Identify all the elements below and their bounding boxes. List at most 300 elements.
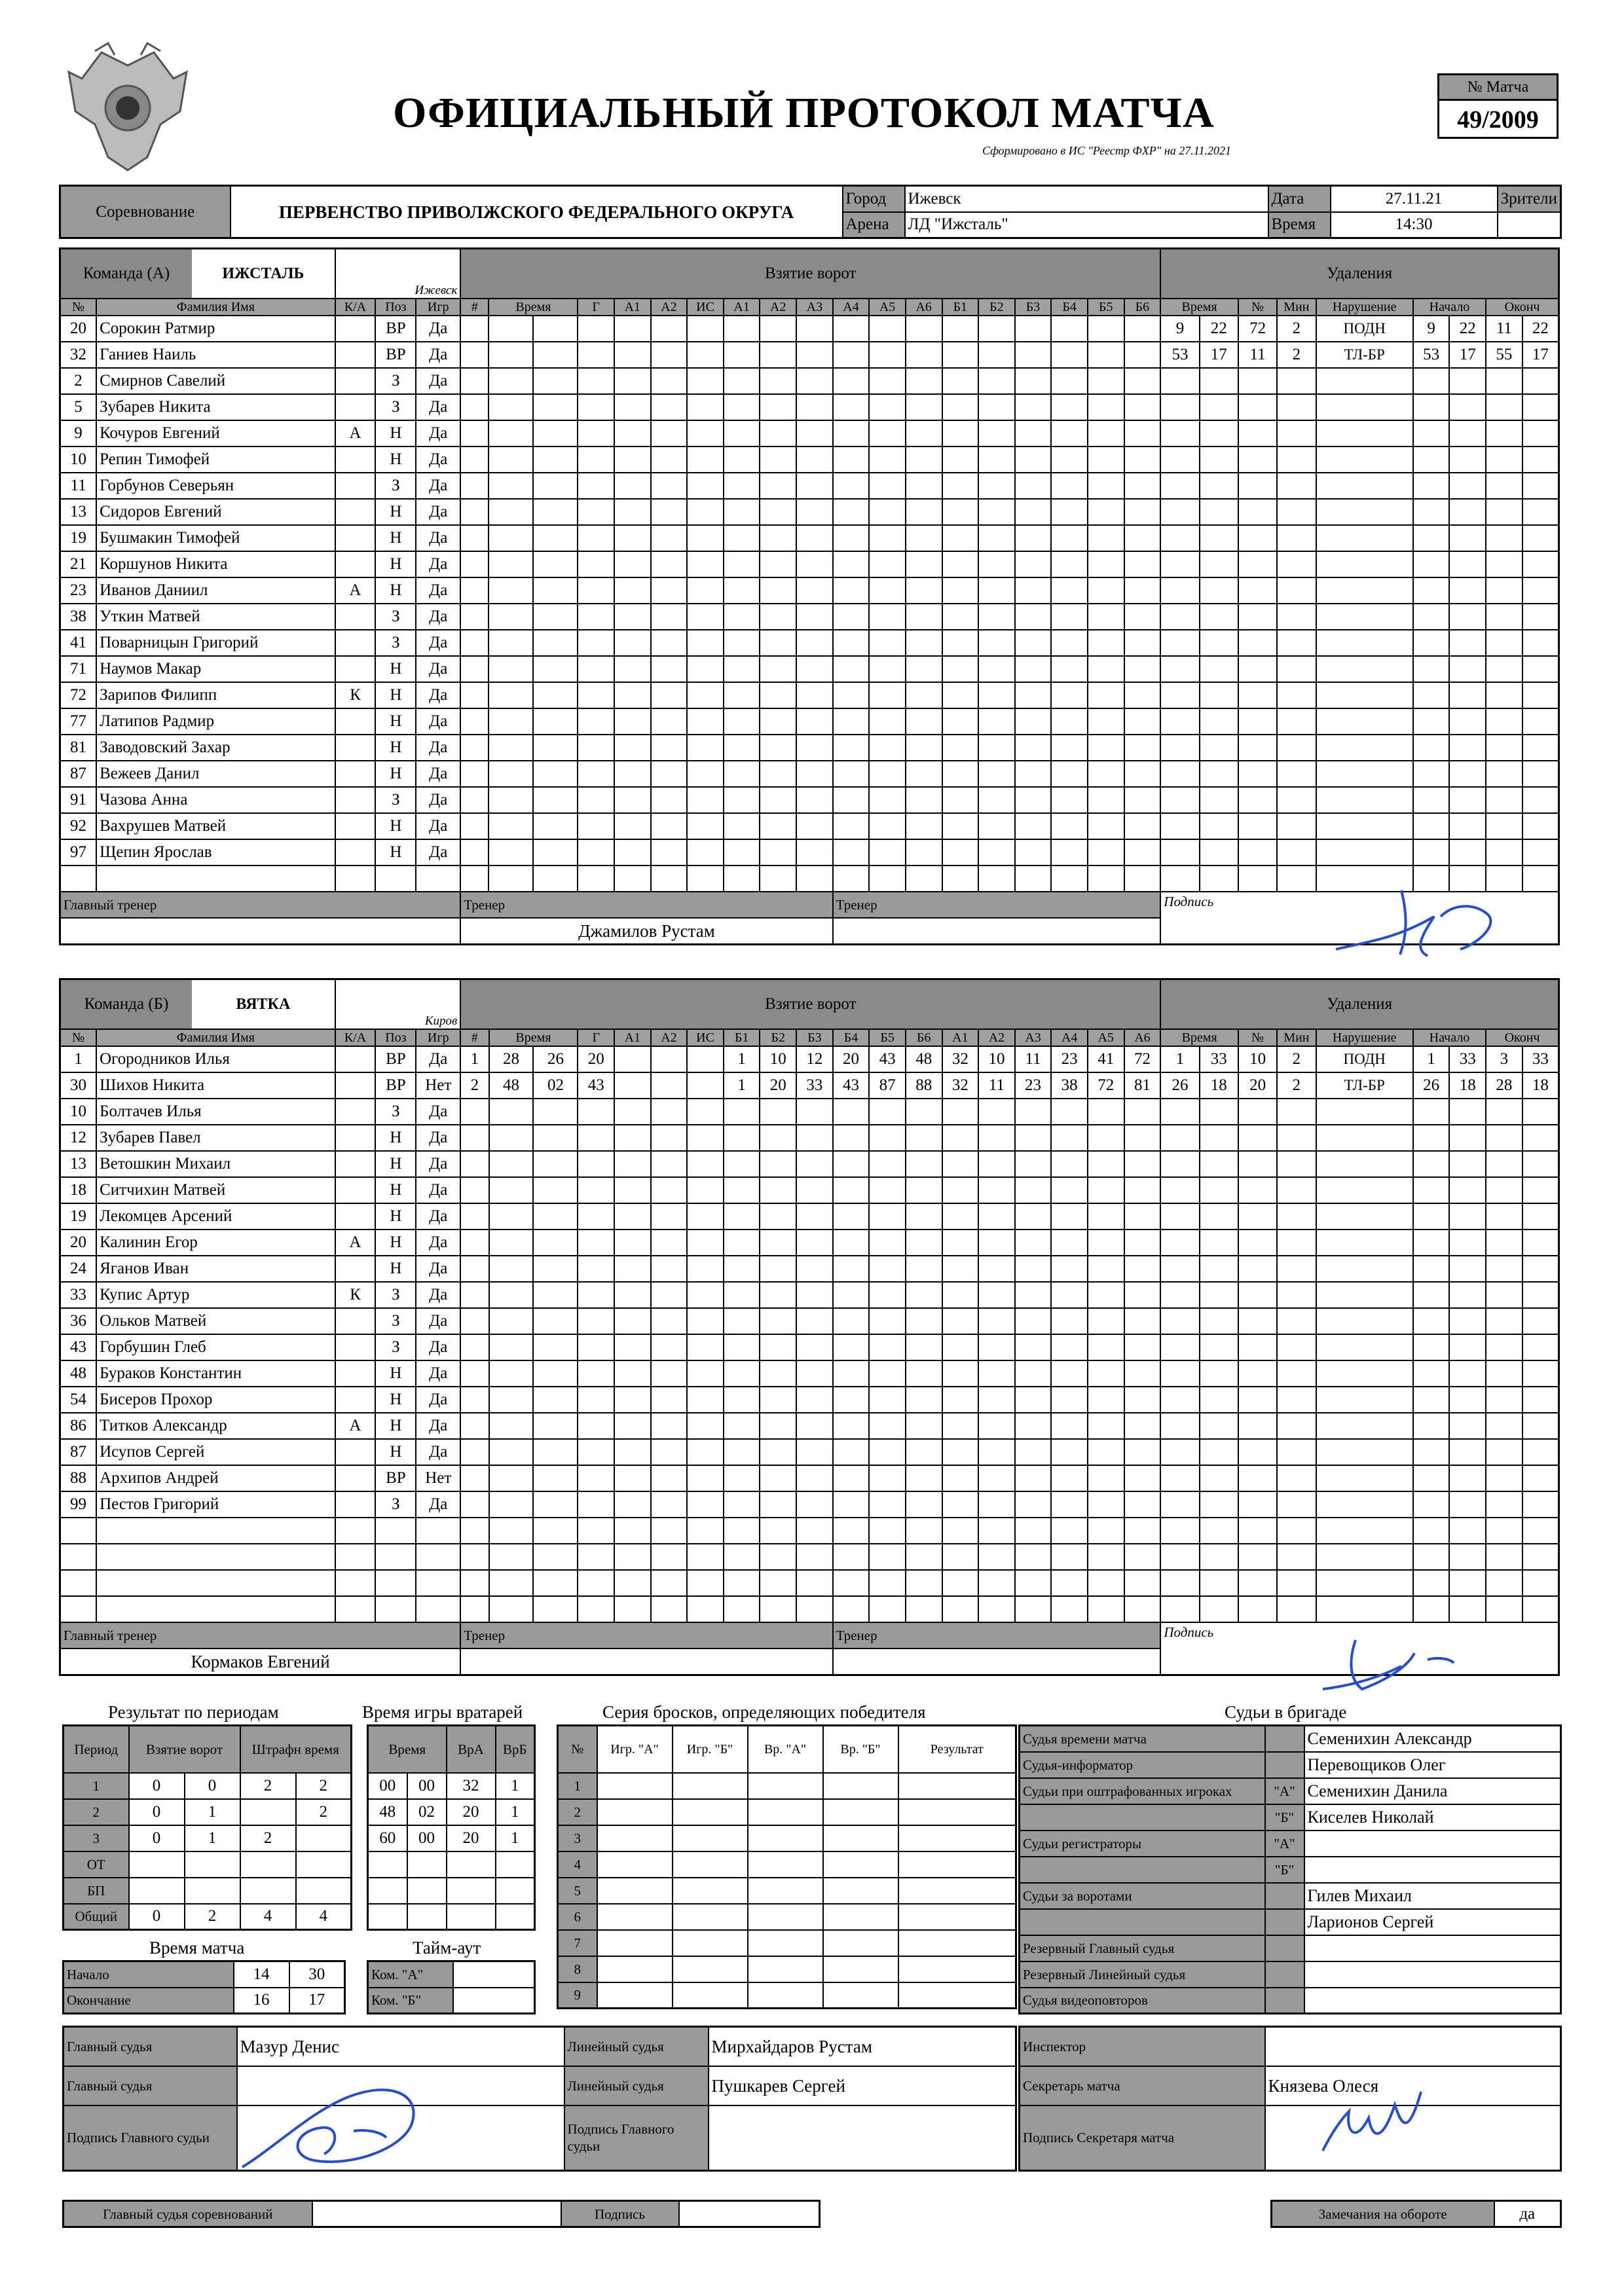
official-value: Киселев Николай xyxy=(1304,1804,1561,1831)
official-value: Гилев Михаил xyxy=(1304,1883,1561,1909)
player-position: Н xyxy=(375,1439,416,1465)
pen-min: 53 xyxy=(1160,342,1199,368)
player-name: Поварницын Григорий xyxy=(96,630,335,656)
shootout-row xyxy=(558,1930,1016,1956)
player-played: Да xyxy=(416,1151,460,1177)
player-role xyxy=(335,604,376,630)
teamB-player-row xyxy=(60,1360,1559,1387)
teamA-city: Ижевск xyxy=(335,249,461,299)
official-value: Семенихин Данила xyxy=(1304,1778,1561,1804)
pen-player: 72 xyxy=(1238,316,1277,342)
player-role xyxy=(335,656,376,682)
teamB-player-row xyxy=(60,1099,1559,1125)
on-ice-player: 20 xyxy=(833,1046,870,1072)
shootout-num: 9 xyxy=(558,1982,597,2009)
player-number: 43 xyxy=(60,1334,97,1360)
teamB-player-row xyxy=(60,1203,1559,1230)
period-goals-a xyxy=(129,1878,185,1904)
timeout-b-label: Ком. "Б" xyxy=(368,1988,453,2014)
player-number: 13 xyxy=(60,1151,97,1177)
timeout-a-label: Ком. "А" xyxy=(368,1961,453,1988)
player-position: Н xyxy=(375,1230,416,1256)
goal-scorer: 20 xyxy=(578,1046,614,1072)
player-number: 97 xyxy=(60,839,97,866)
timeout-table xyxy=(367,1960,536,2014)
shootout-h-num: № xyxy=(558,1726,597,1773)
player-position: Н xyxy=(375,813,416,839)
secretary-value: Князева Олеся xyxy=(1265,2066,1561,2105)
player-played: Да xyxy=(416,446,460,473)
player-number: 86 xyxy=(60,1413,97,1439)
player-position: Н xyxy=(375,682,416,708)
player-played: Да xyxy=(416,839,460,866)
player-name: Вежеев Данил xyxy=(96,761,335,787)
player-role xyxy=(335,1439,376,1465)
goalie-row xyxy=(368,1904,535,1930)
generated-note: Сформировано в ИС "Реестр ФХР" на 27.11.2021 xyxy=(982,144,1231,157)
player-role xyxy=(335,525,376,551)
player-name: Бураков Константин xyxy=(96,1360,335,1387)
shootout-row xyxy=(558,1956,1016,1982)
shootout-num: 5 xyxy=(558,1878,597,1904)
player-number: 71 xyxy=(60,656,97,682)
teamA-coach: Джамилов Рустам xyxy=(460,918,832,944)
goalie-row xyxy=(368,1851,535,1878)
competition-name: ПЕРВЕНСТВО ПРИВОЛЖСКОГО ФЕДЕРАЛЬНОГО ОКРУГА xyxy=(231,186,843,238)
goal-sec: 26 xyxy=(533,1046,578,1072)
period-pim-b: 2 xyxy=(296,1773,352,1799)
teamB-coach xyxy=(460,1649,832,1675)
player-name: Архипов Андрей xyxy=(96,1465,335,1491)
player-number: 81 xyxy=(60,735,97,761)
player-number: 2 xyxy=(60,368,97,394)
player-role xyxy=(335,1046,376,1072)
remarks-value: да xyxy=(1494,2201,1561,2227)
comp-judge-label: Главный судья соревнований xyxy=(64,2201,312,2227)
arena-label: Арена xyxy=(843,212,905,238)
player-role: К xyxy=(335,682,376,708)
on-ice-player: 11 xyxy=(1015,1046,1052,1072)
player-number: 77 xyxy=(60,708,97,735)
shootout-row xyxy=(558,1982,1016,2009)
on-ice-player: 20 xyxy=(760,1072,796,1099)
match-info-table xyxy=(59,185,1562,239)
competition-judge-table xyxy=(62,2200,821,2228)
pen-sec: 33 xyxy=(1200,1046,1238,1072)
pen-min: 26 xyxy=(1160,1072,1199,1099)
teamA-goals-title: Взятие ворот xyxy=(460,249,1160,299)
official-row xyxy=(1020,1726,1561,1752)
on-ice-player: 32 xyxy=(942,1072,979,1099)
teamB-player-row xyxy=(60,1334,1559,1360)
player-position: Н xyxy=(375,525,416,551)
player-position: З xyxy=(375,1308,416,1334)
on-ice-player: 72 xyxy=(1088,1072,1124,1099)
pen-sec: 17 xyxy=(1200,342,1238,368)
player-name: Ольков Матвей xyxy=(96,1308,335,1334)
teamA-player-row xyxy=(60,577,1559,604)
player-role: А xyxy=(335,420,376,446)
teamA-label: Команда (А) xyxy=(83,264,170,282)
player-played xyxy=(416,1518,460,1544)
teamA-player-row xyxy=(60,394,1559,420)
player-number: 72 xyxy=(60,682,97,708)
teamA-player-row xyxy=(60,839,1559,866)
player-position xyxy=(375,866,416,892)
player-name xyxy=(96,1544,335,1570)
player-name: Бисеров Прохор xyxy=(96,1387,335,1413)
player-position: Н xyxy=(375,446,416,473)
shootout-h-va: Вр. "А" xyxy=(748,1726,823,1773)
official-row: Судьи при оштрафованных игроках "А" Семенихин Данила xyxy=(1020,1778,1561,1804)
player-position xyxy=(375,1596,416,1622)
official-label: Судьи при оштрафованных игроках xyxy=(1020,1778,1265,1804)
player-number: 5 xyxy=(60,394,97,420)
player-played: Да xyxy=(416,1125,460,1151)
teamA-player-row xyxy=(60,813,1559,839)
pen-player: 20 xyxy=(1238,1072,1277,1099)
periods-table xyxy=(62,1724,352,1931)
shootout-table xyxy=(557,1724,1017,2009)
player-position xyxy=(375,1570,416,1596)
match-end-hour: 16 xyxy=(234,1988,289,2014)
line-ref-1: Мирхайдаров Рустам xyxy=(709,2027,1016,2066)
period-row xyxy=(64,1878,352,1904)
on-ice-player: 88 xyxy=(906,1072,942,1099)
player-name: Болтачев Илья xyxy=(96,1099,335,1125)
player-played: Да xyxy=(416,1491,460,1518)
player-role xyxy=(335,499,376,525)
teamB-city: Киров xyxy=(335,979,461,1030)
player-role xyxy=(335,1465,376,1491)
player-number: 41 xyxy=(60,630,97,656)
period-row xyxy=(64,1825,352,1851)
line-ref-label-1: Линейный судья xyxy=(564,2027,709,2066)
player-played: Нет xyxy=(416,1072,460,1099)
shootout-h-ia: Игр. "А" xyxy=(597,1726,673,1773)
player-position xyxy=(375,1544,416,1570)
player-number: 20 xyxy=(60,316,97,342)
player-number: 11 xyxy=(60,473,97,499)
goal-num: 1 xyxy=(460,1046,489,1072)
period-row xyxy=(64,1773,352,1799)
player-name: Бушмакин Тимофей xyxy=(96,525,335,551)
player-number: 87 xyxy=(60,761,97,787)
shootout-h-ib: Игр. "Б" xyxy=(673,1726,748,1773)
teamB-player-row xyxy=(60,1544,1559,1570)
main-ref-label-1: Главный судья xyxy=(64,2027,237,2066)
player-role xyxy=(335,368,376,394)
player-role xyxy=(335,473,376,499)
teamA-player-row xyxy=(60,368,1559,394)
player-played: Да xyxy=(416,499,460,525)
teamA-player-row xyxy=(60,420,1559,446)
player-number xyxy=(60,866,97,892)
match-number: 49/2009 xyxy=(1457,106,1539,134)
player-played: Да xyxy=(416,787,460,813)
pen-minutes: 2 xyxy=(1277,1072,1316,1099)
teamA-player-row xyxy=(60,604,1559,630)
player-number: 33 xyxy=(60,1282,97,1308)
teamB-player-row xyxy=(60,1465,1559,1491)
city-label: Город xyxy=(843,186,905,212)
shootout-row xyxy=(558,1825,1016,1851)
shootout-row xyxy=(558,1799,1016,1825)
official-value: Семенихин Александр xyxy=(1304,1726,1561,1752)
shootout-h-res: Результат xyxy=(898,1726,1016,1773)
player-position: З xyxy=(375,1334,416,1360)
player-played: Да xyxy=(416,1282,460,1308)
player-played: Нет xyxy=(416,1465,460,1491)
player-position: Н xyxy=(375,577,416,604)
official-label: Судьи за воротами xyxy=(1020,1883,1265,1909)
player-name: Латипов Радмир xyxy=(96,708,335,735)
player-number: 91 xyxy=(60,787,97,813)
shootout-num: 8 xyxy=(558,1956,597,1982)
pen-player: 10 xyxy=(1238,1046,1277,1072)
teamB-player-row xyxy=(60,1570,1559,1596)
on-ice-player: 43 xyxy=(869,1046,906,1072)
official-label xyxy=(1020,1909,1265,1935)
official-value: Перевощиков Олег xyxy=(1304,1752,1561,1778)
period-pim-b xyxy=(296,1825,352,1851)
teamB-head-coach: Кормаков Евгений xyxy=(60,1649,461,1675)
teamB-pen-title: Удаления xyxy=(1160,979,1559,1030)
pen-minutes: 2 xyxy=(1277,342,1316,368)
teamB-player-row xyxy=(60,1413,1559,1439)
period-pim-b: 4 xyxy=(296,1904,352,1930)
inspector-table xyxy=(1018,2026,1562,2172)
secretary-signature xyxy=(1310,2079,1441,2164)
period-pim-a: 2 xyxy=(240,1773,296,1799)
shootout-num: 7 xyxy=(558,1930,597,1956)
player-position: Н xyxy=(375,839,416,866)
player-name: Огородников Илья xyxy=(96,1046,335,1072)
player-role xyxy=(335,1387,376,1413)
player-number: 48 xyxy=(60,1360,97,1387)
player-role xyxy=(335,446,376,473)
on-ice-player: 33 xyxy=(796,1072,833,1099)
team-b-signature xyxy=(1310,1627,1480,1699)
periods-h-goals: Взятие ворот xyxy=(129,1726,240,1773)
shootout-title: Серия бросков, определяющих победителя xyxy=(602,1702,926,1722)
teamB-player-row: 30 Шихов Никита ВР Нет 2 48 02 43 1 20 33 43 87 88 32 11 23 38 72 81 26 18 20 2 ТЛ-БР 26 18 28 18 xyxy=(60,1072,1559,1099)
player-played: Да xyxy=(416,1230,460,1256)
goal-sec: 02 xyxy=(533,1072,578,1099)
official-value xyxy=(1304,1961,1561,1988)
player-name: Пестов Григорий xyxy=(96,1491,335,1518)
goalie-h-a: ВрА xyxy=(447,1726,496,1773)
pen-violation: ПОДН xyxy=(1316,1046,1413,1072)
team-b-section xyxy=(59,978,1560,1676)
teamB-player-row xyxy=(60,1387,1559,1413)
arena-value: ЛД "Ижсталь" xyxy=(905,212,1268,238)
official-value: Ларионов Сергей xyxy=(1304,1909,1561,1935)
teamA-player-row xyxy=(60,735,1559,761)
time-label: Время xyxy=(1268,212,1331,238)
period-pim-a xyxy=(240,1851,296,1878)
player-played: Да xyxy=(416,577,460,604)
player-played: Да xyxy=(416,708,460,735)
player-name: Сорокин Ратмир xyxy=(96,316,335,342)
official-row: Судьи регистраторы "А" xyxy=(1020,1831,1561,1857)
player-name xyxy=(96,866,335,892)
player-role xyxy=(335,342,376,368)
teamA-coach2 xyxy=(833,918,1161,944)
player-played: Да xyxy=(416,394,460,420)
player-role xyxy=(335,735,376,761)
on-ice-player: 10 xyxy=(760,1046,796,1072)
pen-violation: ПОДН xyxy=(1316,316,1413,342)
official-row xyxy=(1020,1935,1561,1961)
player-role: А xyxy=(335,577,376,604)
player-name: Калинин Егор xyxy=(96,1230,335,1256)
period-goals-a: 0 xyxy=(129,1773,185,1799)
player-role xyxy=(335,1203,376,1230)
sign-line-ref-label: Подпись Главного судьи xyxy=(564,2105,709,2171)
player-name: Щепин Ярослав xyxy=(96,839,335,866)
inspector-label: Инспектор xyxy=(1020,2027,1265,2066)
player-played: Да xyxy=(416,1099,460,1125)
player-number: 20 xyxy=(60,1230,97,1256)
pen-minutes: 2 xyxy=(1277,1046,1316,1072)
player-number: 18 xyxy=(60,1177,97,1203)
teamA-player-row: 32 Ганиев Наиль ВР Да 53 17 11 2 ТЛ-БР 53 17 55 17 xyxy=(60,342,1559,368)
player-played xyxy=(416,1570,460,1596)
player-played: Да xyxy=(416,525,460,551)
player-played: Да xyxy=(416,1413,460,1439)
on-ice-player: 1 xyxy=(724,1046,760,1072)
goalie-row: 00 00 32 1 xyxy=(368,1773,535,1799)
player-played: Да xyxy=(416,473,460,499)
pen-sec: 22 xyxy=(1200,316,1238,342)
period-pim-b xyxy=(296,1878,352,1904)
player-position: Н xyxy=(375,1256,416,1282)
teamA-player-row xyxy=(60,499,1559,525)
player-played xyxy=(416,1544,460,1570)
player-name: Смирнов Савелий xyxy=(96,368,335,394)
player-name: Ветошкин Михаил xyxy=(96,1151,335,1177)
player-played: Да xyxy=(416,761,460,787)
periods-h-period: Период xyxy=(64,1726,129,1773)
player-played: Да xyxy=(416,316,460,342)
spectators-label: Зрители xyxy=(1498,186,1561,212)
player-position: Н xyxy=(375,1387,416,1413)
period-goals-a: 0 xyxy=(129,1799,185,1825)
match-time-table xyxy=(62,1960,346,2014)
period-label: ОТ xyxy=(64,1851,129,1878)
player-role xyxy=(335,1177,376,1203)
teamA-player-row xyxy=(60,551,1559,577)
player-number: 13 xyxy=(60,499,97,525)
goalie-time-title: Время игры вратарей xyxy=(362,1702,523,1722)
player-name: Иванов Даниил xyxy=(96,577,335,604)
remarks-label: Замечания на обороте xyxy=(1272,2201,1494,2227)
teamB-name: ВЯТКА xyxy=(192,980,335,1029)
goalie-h-time: Время xyxy=(368,1726,447,1773)
period-goals-b: 2 xyxy=(185,1904,240,1930)
pen-violation: ТЛ-БР xyxy=(1316,342,1413,368)
player-role xyxy=(335,1360,376,1387)
teamA-head-coach-label: Главный тренер xyxy=(60,892,461,918)
official-label: Резервный Линейный судья xyxy=(1020,1961,1265,1988)
period-goals-a: 0 xyxy=(129,1904,185,1930)
teamB-player-row xyxy=(60,1596,1559,1622)
period-label: 1 xyxy=(64,1773,129,1799)
teamB-player-row xyxy=(60,1439,1559,1465)
teamB-player-row: 1 Огородников Илья ВР Да 1 28 26 20 1 10 12 20 43 48 32 10 11 23 41 72 1 33 10 2 ПОДН 1 33 3 33 xyxy=(60,1046,1559,1072)
player-name: Титков Александр xyxy=(96,1413,335,1439)
player-role xyxy=(335,1151,376,1177)
player-name: Вахрушев Матвей xyxy=(96,813,335,839)
player-number: 88 xyxy=(60,1465,97,1491)
official-value xyxy=(1304,1988,1561,2014)
player-position: З xyxy=(375,1282,416,1308)
player-role xyxy=(335,1256,376,1282)
teamA-roster-table: Команда (А) ИЖСТАЛЬ Ижевск Взятие ворот Удаления № Фамилия Имя К/А Поз Игр # Время Г А1 А2 ИС А1 А2 А3 А4 А5 А6 Б1 Б2 Б3 Б4 Б5 Б6 Время № Мин Нарушение Начало Оконч 20 Сорокин Ратмир ВР Да 9 22 72 2 ПОДН 9 22 11 22 32 Ганиев Наиль ВР Да 53 17 11 2 ТЛ-БР 53 17 55 17 2 Смирнов Савелий З Да 5 Зубарев Никита З Да 9 Кочуров Евгений А Н Да 10 Репин Тимофей Н Да 11 Горбунов Северьян З Да 13 Сидоров Евгений Н Да 19 Бушмакин Тимофей Н Да 21 Коршунов Никита Н Да 23 Иванов Даниил А Н Да 38 Уткин Матвей З Да 41 Поварницын Григорий З Да 71 Наумов Макар Н Да 72 Зарипов Филипп К Н Да 77 Латипов Радмир Н Да 81 Заводовский Захар Н Да 87 Вежеев Данил Н Да 91 Чазова Анна З Да 92 Вахрушев Матвей Н Да 97 Щепин Ярослав Н Да Главный тренер Тренер Тренер Подпись Джамилов Рустам xyxy=(59,247,1560,945)
team-a-section xyxy=(59,247,1560,945)
player-role xyxy=(335,1099,376,1125)
pen-violation: ТЛ-БР xyxy=(1316,1072,1413,1099)
player-played: Да xyxy=(416,1360,460,1387)
player-position: З xyxy=(375,1491,416,1518)
teamB-player-row xyxy=(60,1125,1559,1151)
player-played xyxy=(416,866,460,892)
player-played: Да xyxy=(416,342,460,368)
player-position xyxy=(375,1518,416,1544)
player-role xyxy=(335,839,376,866)
periods-h-pim: Штрафн время xyxy=(240,1726,352,1773)
player-role xyxy=(335,394,376,420)
player-position: Н xyxy=(375,551,416,577)
teamB-head-coach-label: Главный тренер xyxy=(60,1622,461,1649)
official-row xyxy=(1020,1909,1561,1935)
shootout-num: 6 xyxy=(558,1904,597,1930)
player-role xyxy=(335,1125,376,1151)
player-played: Да xyxy=(416,1177,460,1203)
goal-min: 28 xyxy=(489,1046,534,1072)
team-a-signature xyxy=(1323,877,1519,969)
on-ice-player: 23 xyxy=(1051,1046,1088,1072)
city-value: Ижевск xyxy=(905,186,1268,212)
period-goals-b: 1 xyxy=(185,1825,240,1851)
period-pim-a: 4 xyxy=(240,1904,296,1930)
line-ref-label-2: Линейный судья xyxy=(564,2066,709,2105)
on-ice-player: 32 xyxy=(942,1046,979,1072)
match-start-hour: 14 xyxy=(234,1961,289,1988)
remarks-table xyxy=(1270,2200,1562,2228)
spectators-value xyxy=(1498,212,1561,238)
player-number xyxy=(60,1570,97,1596)
player-name xyxy=(96,1518,335,1544)
period-goals-a xyxy=(129,1851,185,1878)
player-position: З xyxy=(375,604,416,630)
official-value xyxy=(1304,1857,1561,1883)
period-pim-b xyxy=(296,1851,352,1878)
match-end-min: 17 xyxy=(289,1988,345,2014)
player-role xyxy=(335,1308,376,1334)
player-position: ВР xyxy=(375,1046,416,1072)
sign-secretary-label: Подпись Секретаря матча xyxy=(1020,2105,1265,2171)
player-role xyxy=(335,1072,376,1099)
player-position: З xyxy=(375,1099,416,1125)
player-name: Наумов Макар xyxy=(96,656,335,682)
player-position: Н xyxy=(375,761,416,787)
on-ice-player: 41 xyxy=(1088,1046,1124,1072)
shootout-num: 3 xyxy=(558,1825,597,1851)
player-number: 10 xyxy=(60,446,97,473)
teamA-sign-label: Подпись xyxy=(1160,892,1559,944)
